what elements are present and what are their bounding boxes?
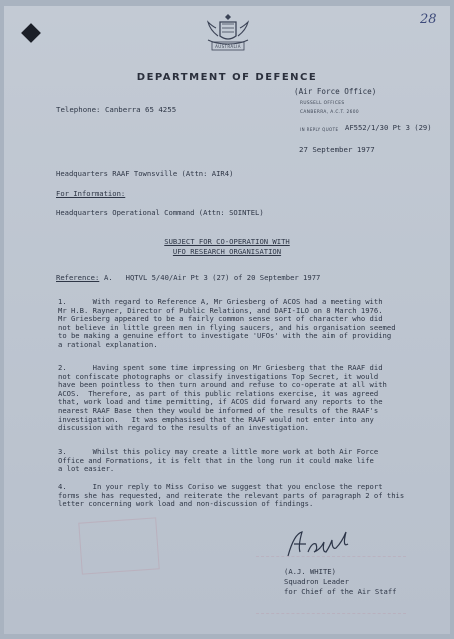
signatory-rank: Squadron Leader xyxy=(284,577,349,586)
coat-of-arms-icon xyxy=(198,10,258,56)
reference-label: Reference: xyxy=(56,273,100,282)
reference-text: A. HQTVL 5/40/Air Pt 3 (27) of 20 September 1977 xyxy=(104,273,321,282)
letter-date: 27 September 1977 xyxy=(299,145,375,154)
faded-stamp xyxy=(78,517,159,574)
signatory-role: for Chief of the Air Staff xyxy=(284,587,397,596)
paragraph-1: 1. With regard to Reference A, Mr Griesberg of ACOS had a meeting with Mr H.B. Rayner, Director of Public Relations, and DAFI-ILO on 8 March 1976. Mr Griesberg appeared to be a fairly common sense sort of character who did not believe in little green men in flying saucers, and his organisation seemed to be making a genuine effort to investigate 'UFOs' with the aim of providing a rational explanation. xyxy=(58,297,396,349)
addressee: Headquarters RAAF Townsville (Attn: AIR4) xyxy=(56,169,234,178)
handwritten-folio-number: 28 xyxy=(420,12,437,27)
office-address-line-1: RUSSELL OFFICES xyxy=(300,101,345,106)
handwritten-signature xyxy=(282,526,362,562)
crest-label: AUSTRALIA xyxy=(215,44,241,49)
subject-line-1: SUBJECT FOR CO-OPERATION WITH xyxy=(164,237,290,246)
information-label: For Information: xyxy=(56,189,126,198)
paragraph-3: 3. Whilst this policy may create a little more work at both Air Force Office and Formations, it is felt that in the long run it could make life a lot easier. xyxy=(58,447,379,474)
paragraph-4: 4. In your reply to Miss Coriso we suggest that you enclose the report forms she has requested, and reiterate the relevant parts of paragraph 2 of this letter concerning work load and non-discussion of findings. xyxy=(58,482,405,509)
office-name: (Air Force Office) xyxy=(294,87,377,96)
telephone-line: Telephone: Canberra 65 4255 xyxy=(56,105,177,114)
reply-quote-label: IN REPLY QUOTE xyxy=(300,127,339,132)
information-addressee: Headquarters Operational Command (Attn: SOINTEL) xyxy=(56,208,264,217)
paragraph-2: 2. Having spent some time impressing on Mr Griesberg that the RAAF did not confiscate photographs or classify investigations Top Secret, it would have been pointless to then turn around and refuse to co-operate at all with ACOS. Therefore, as part of this public relations exercise, it was agreed that, work load and time permitting, if ACOS did forward any reports to the nearest RAAF Base then they would be informed of the results of the RAAF's investigation. It was emphasised that the RAAF would not enter into any discussion with regard to the results of an investigation. xyxy=(58,363,387,433)
signatory-name: (A.J. WHITE) xyxy=(284,567,336,576)
reply-reference: AF552/1/30 Pt 3 (29) xyxy=(345,123,432,132)
subject-line-2: UFO RESEARCH ORGANISATION xyxy=(172,247,282,256)
office-address-line-2: CANBERRA, A.C.T. 2600 xyxy=(300,110,360,115)
department-heading: DEPARTMENT OF DEFENCE xyxy=(136,72,318,83)
